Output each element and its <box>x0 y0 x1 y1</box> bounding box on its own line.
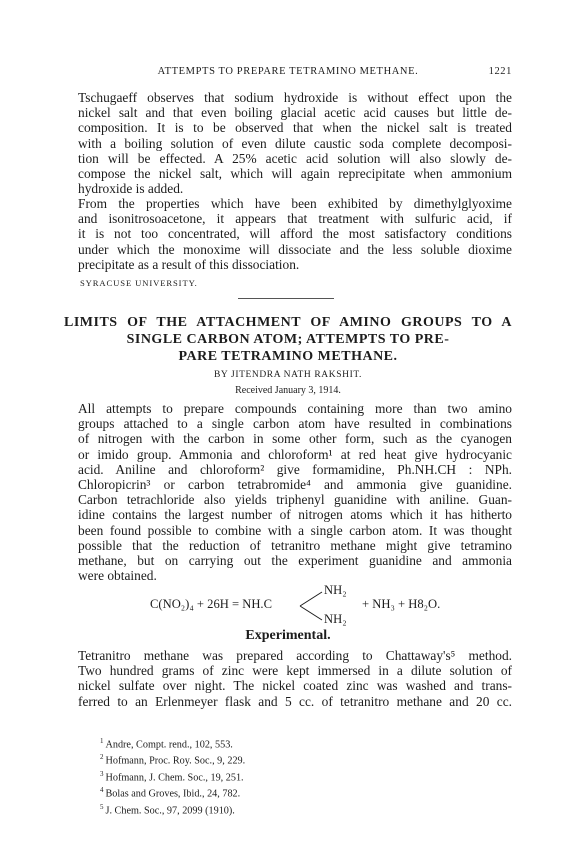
text-line: From the properties which have been exhibited by dimethylglyoxime <box>78 196 512 211</box>
footnote <box>100 768 500 784</box>
text-line: were obtained. <box>78 568 157 584</box>
equation-left: C(NO₂)₄ + 26H = NH.C <box>150 597 272 611</box>
paragraph-properties <box>64 196 512 272</box>
text-line: possible that the reduction of tetranitro methane might give tetramino <box>78 537 512 553</box>
running-head <box>64 66 512 80</box>
text-line: nickel salt and that even boiling glacial acetic acid causes but little de- <box>78 105 512 121</box>
affiliation: SYRACUSE UNIVERSITY. <box>80 278 198 288</box>
equation-lower-group: NH₂ <box>324 612 347 626</box>
running-head-title: ATTEMPTS TO PREPARE TETRAMINO METHANE. <box>157 66 419 77</box>
text-line: Two hundred grams of zinc were kept immersed in a dilute solution of <box>78 663 512 679</box>
footnotes <box>100 735 500 817</box>
text-line: and isonitrosoacetone, it appears that treatment with sulfuric acid, if <box>78 211 512 227</box>
paragraph-attempts <box>64 401 512 583</box>
equation-upper-group: NH₂ <box>324 583 347 597</box>
footnote <box>100 735 500 751</box>
text-line: of nitrogen with the carbon in some other form, such as the cyanogen <box>78 431 512 447</box>
footnote <box>100 751 500 767</box>
text-line: Tschugaeff observes that sodium hydroxide is without effect upon the <box>78 90 512 105</box>
title-line: SINGLE CARBON ATOM; ATTEMPTS TO PRE- <box>126 332 450 347</box>
page-number: 1221 <box>488 66 512 77</box>
text-line: under which the monoxime will dissociate and the less soluble dioxime <box>78 241 512 257</box>
footnote-text: Hofmann, J. Chem. Soc., 19, 251. <box>105 772 244 784</box>
text-line: precipitate as a result of this dissociation. <box>78 256 300 272</box>
title-line: LIMITS OF THE ATTACHMENT OF AMINO GROUPS TO A <box>64 315 512 330</box>
text-line: tion will be effected. A 25% acetic acid solution will also slowly de- <box>78 150 512 166</box>
paragraph-nickel-salt <box>64 90 512 196</box>
footnote-text: Bolas and Groves, Ibid., 24, 782. <box>105 788 241 800</box>
section-divider <box>238 298 334 299</box>
text-line: compose the nickel salt, which will again reprecipitate when ammonium <box>78 166 512 182</box>
text-line: ferred to an Erlenmeyer flask and 5 cc. of tetranitro methane and 20 cc. <box>78 693 512 709</box>
title-line: PARE TETRAMINO METHANE. <box>178 349 398 364</box>
text-line: hydroxide is added. <box>78 181 184 197</box>
footnote-text: Hofmann, Proc. Roy. Soc., 9, 229. <box>105 755 246 767</box>
text-line: nickel sulfate over night. The nickel coated zinc was washed and trans- <box>78 678 512 694</box>
text-line: been found possible to combine with a single carbon atom. It was thought <box>78 522 512 538</box>
experimental-heading: Experimental. <box>245 628 331 643</box>
footnote-mark: 1 <box>100 737 104 745</box>
text-line: Chloropicrin³ or carbon tetrabromide⁴ and ammonia give guanidine. <box>78 477 512 493</box>
text-line: with a boiling solution of even dilute caustic soda complete decomposi- <box>78 135 512 151</box>
footnote-text: Andre, Compt. rend., 102, 553. <box>105 739 233 751</box>
footnote-mark: 5 <box>100 802 104 811</box>
text-line: Tetranitro methane was prepared according to Chattaway's⁵ method. <box>78 648 512 663</box>
footnote-mark: 4 <box>100 786 104 795</box>
footnote-mark: 3 <box>100 769 104 778</box>
text-line: it is not too concentrated, will afford the most satisfactory conditions <box>78 226 512 242</box>
footnote-mark: 2 <box>100 753 104 762</box>
text-line: Carbon tetrachloride also yields triphenyl guanidine with aniline. Guan- <box>78 492 512 508</box>
received-date: Received January 3, 1914. <box>235 385 341 396</box>
footnote <box>100 784 500 800</box>
footnote-text: J. Chem. Soc., 97, 2099 (1910). <box>105 804 235 816</box>
article-title <box>64 314 512 365</box>
text-line: or imido group. Ammonia and chloroform¹ at red heat give hydrocyanic <box>78 446 512 462</box>
text-line: methane, but on carrying out the experiment guanidine and ammonia <box>78 553 512 569</box>
text-line: groups attached to a single carbon atom have resulted in combinations <box>78 416 512 432</box>
text-line: All attempts to prepare compounds containing more than two amino <box>78 401 512 416</box>
text-line: acid. Aniline and chloroform² give formamidine, Ph.NH.CH : NPh. <box>78 461 512 477</box>
reaction-equation <box>150 583 460 625</box>
affiliation-block <box>64 273 512 291</box>
footnote <box>100 801 500 817</box>
author-byline: BY JITENDRA NATH RAKSHIT. <box>214 370 362 380</box>
text-line: idine contains the largest number of nitrogen atoms which it has hitherto <box>78 507 512 523</box>
equation-right: + NH₃ + H8₂O. <box>362 597 441 611</box>
text-line: composition. It is to be observed that when the nickel salt is treated <box>78 120 512 136</box>
paragraph-experimental <box>64 648 512 709</box>
